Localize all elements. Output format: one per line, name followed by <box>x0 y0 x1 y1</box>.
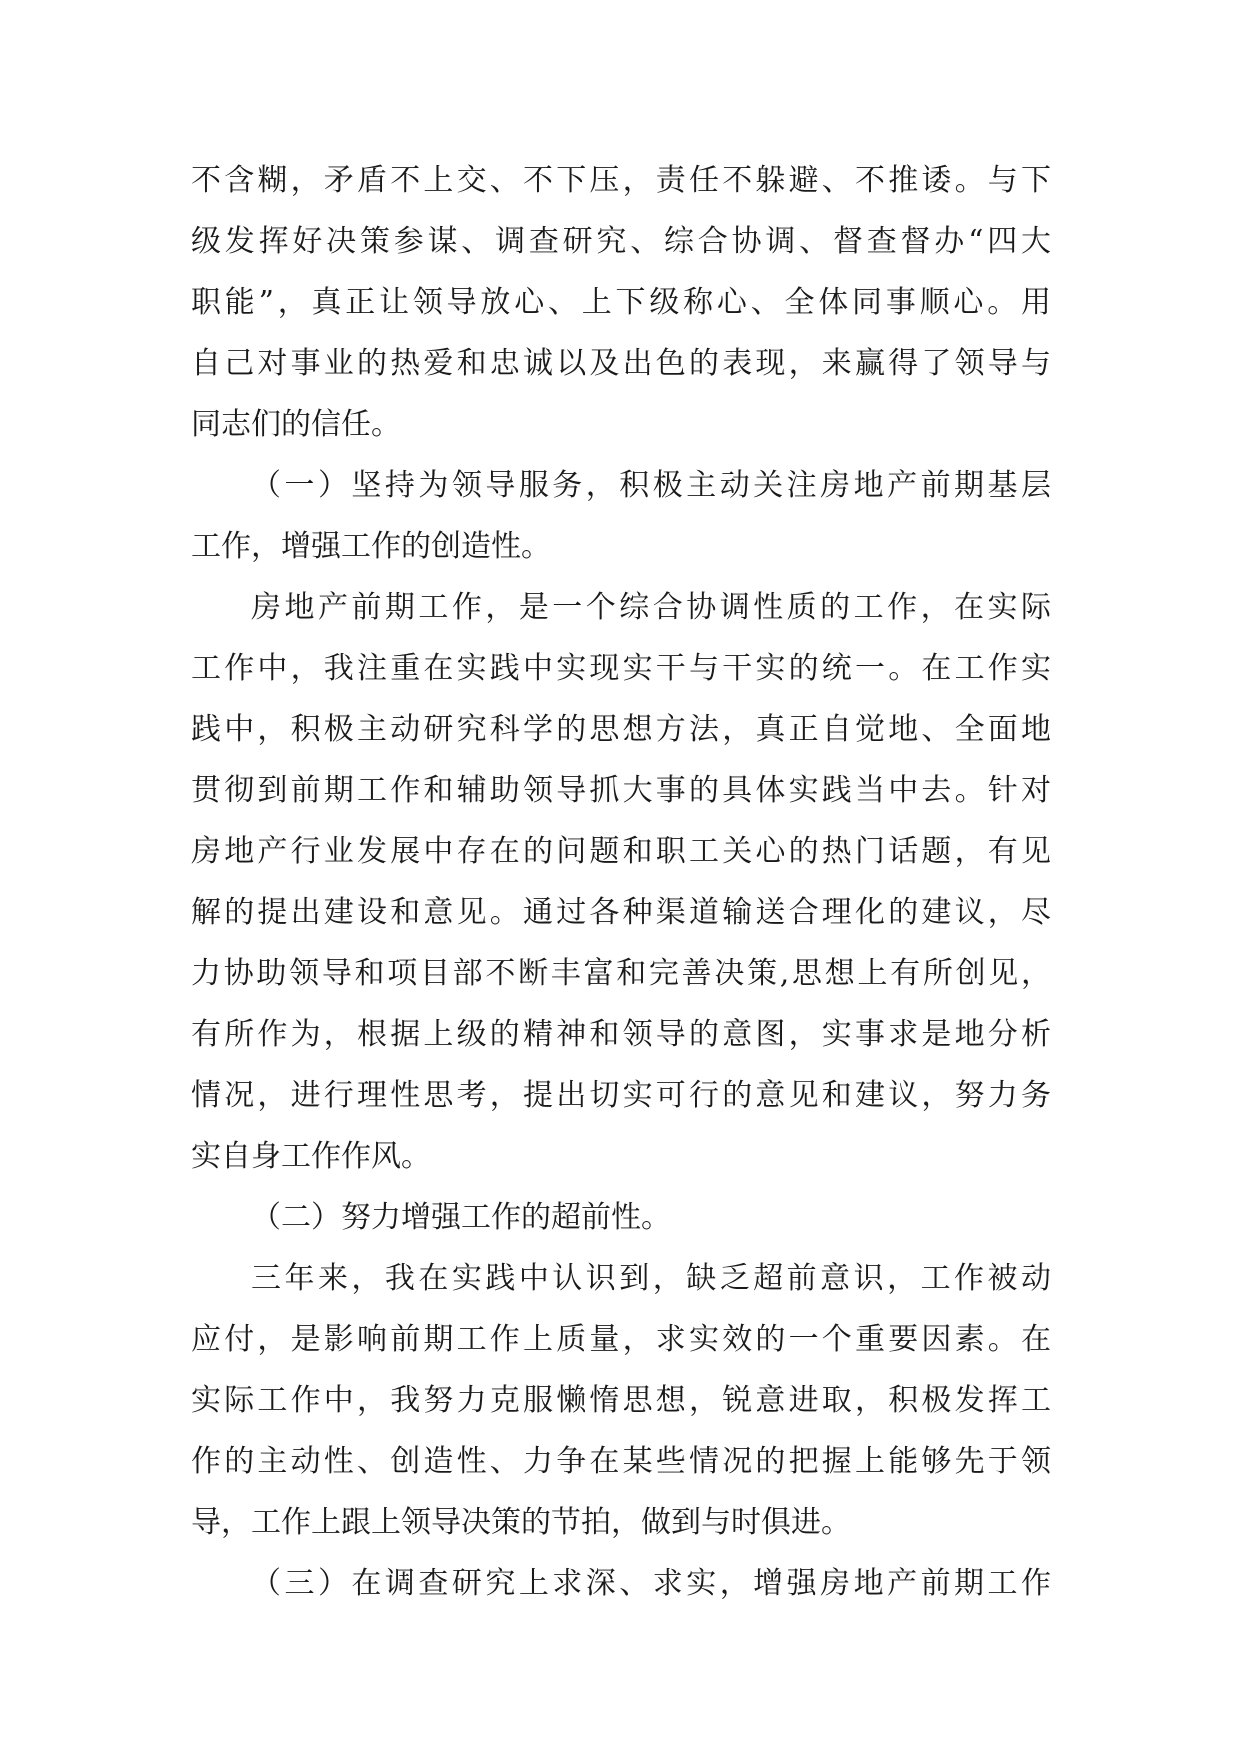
text-line: 贯彻到前期工作和辅助领导抓大事的具体实践当中去。针对 <box>191 773 1051 808</box>
text-line: 应付，是影响前期工作上质量，求实效的一个重要因素。在 <box>191 1322 1051 1357</box>
text-line: 践中，积极主动研究科学的思想方法，真正自觉地、全面地 <box>191 712 1051 747</box>
text-line: 导，工作上跟上领导决策的节拍，做到与时俱进。 <box>191 1505 851 1540</box>
text-line: 实际工作中，我努力克服懒惰思想，锐意进取，积极发挥工 <box>191 1383 1051 1418</box>
section-heading-line: 工作，增强工作的创造性。 <box>191 529 551 564</box>
text-line: 自己对事业的热爱和忠诚以及出色的表现，来赢得了领导与 <box>191 346 1051 381</box>
text-line: 级发挥好决策参谋、调查研究、综合协调、督查督办“四大 <box>191 224 1051 259</box>
text-line: 力协助领导和项目部不断丰富和完善决策,思想上有所创见， <box>191 956 1051 991</box>
text-line: 实自身工作作风。 <box>191 1139 431 1174</box>
text-line: 同志们的信任。 <box>191 407 401 442</box>
text-line: 工作中，我注重在实践中实现实干与干实的统一。在工作实 <box>191 651 1051 686</box>
section-heading-line: （二）努力增强工作的超前性。 <box>251 1200 671 1235</box>
document-page <box>191 150 1051 1614</box>
text-line: 解的提出建设和意见。通过各种渠道输送合理化的建议，尽 <box>191 895 1051 930</box>
paragraph-first-line: 房地产前期工作，是一个综合协调性质的工作，在实际 <box>251 590 1051 625</box>
text-line: 不含糊，矛盾不上交、不下压，责任不躲避、不推诿。与下 <box>191 163 1051 198</box>
paragraph-first-line: 三年来，我在实践中认识到，缺乏超前意识，工作被动 <box>251 1261 1051 1296</box>
text-line: 职能”，真正让领导放心、上下级称心、全体同事顺心。用 <box>191 285 1051 320</box>
text-line: 情况，进行理性思考，提出切实可行的意见和建议，努力务 <box>191 1078 1051 1113</box>
text-line: 有所作为，根据上级的精神和领导的意图，实事求是地分析 <box>191 1017 1051 1052</box>
text-line: 作的主动性、创造性、力争在某些情况的把握上能够先于领 <box>191 1444 1051 1479</box>
section-heading-line: （三）在调查研究上求深、求实，增强房地产前期工作 <box>251 1566 1051 1601</box>
section-heading-line: （一）坚持为领导服务，积极主动关注房地产前期基层 <box>251 468 1051 503</box>
text-line: 房地产行业发展中存在的问题和职工关心的热门话题，有见 <box>191 834 1051 869</box>
